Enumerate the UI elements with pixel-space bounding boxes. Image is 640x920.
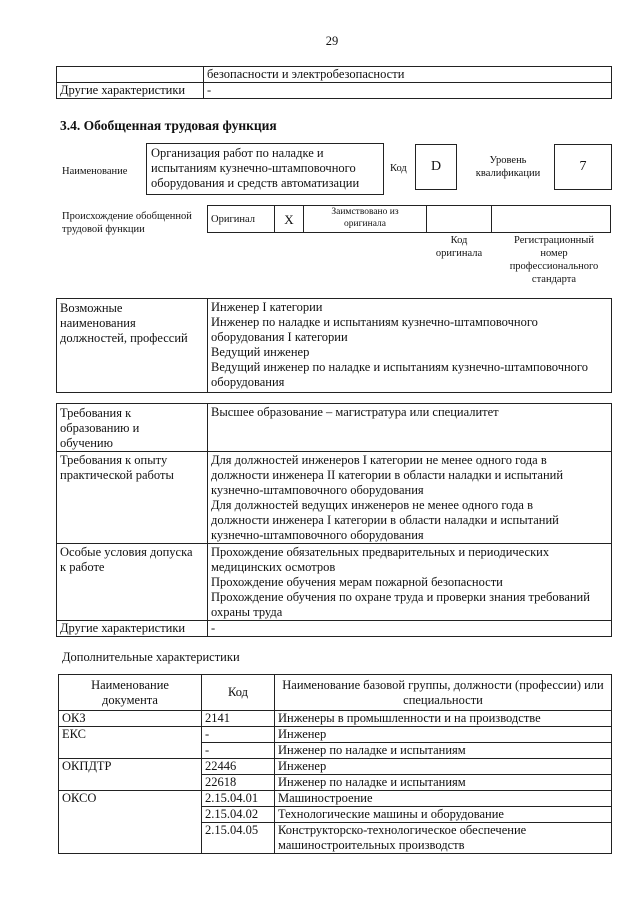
- original-label: Оригинал: [208, 206, 275, 233]
- table-row: [59, 743, 612, 759]
- experience-line: должности инженера II категории в области наладки и испытаний: [211, 468, 564, 482]
- header-doc-line: Наименование: [91, 677, 169, 692]
- row-code: 2.15.04.02: [202, 807, 275, 823]
- level-box: 7: [554, 144, 612, 190]
- education-label: [57, 404, 208, 452]
- borrowed-label: [304, 206, 427, 233]
- experience-line: должности инженера I категории в области наладки и испытаний: [211, 513, 559, 527]
- experience-value: [208, 452, 612, 544]
- special-label-line: к работе: [60, 560, 105, 574]
- top-table: [56, 66, 612, 99]
- table-row: [59, 711, 612, 727]
- caption-line: стандарта: [531, 274, 577, 285]
- additional-title: Дополнительные характеристики: [62, 650, 240, 664]
- function-name-line: оборудования и средств автоматизации: [151, 176, 360, 190]
- position-line: оборудования I категории: [211, 330, 348, 344]
- level-label-line: квалификации: [475, 168, 541, 179]
- header-code: Код: [202, 675, 275, 711]
- table-row: [59, 838, 612, 854]
- positions-label-line: Возможные: [60, 301, 123, 315]
- row-name: машиностроительных производств: [275, 838, 612, 854]
- caption-line: профессионального: [509, 261, 599, 272]
- origin-label: [62, 210, 192, 236]
- origin-table: [207, 205, 611, 233]
- function-code-label: Код: [390, 163, 407, 174]
- function-name-line: испытаниям кузнечно-штамповочного: [151, 161, 356, 175]
- position-line: Ведущий инженер: [211, 345, 310, 359]
- row-name: Машиностроение: [275, 791, 612, 807]
- top-row2-label: Другие характеристики: [57, 83, 204, 99]
- row-name: Конструкторско-технологическое обеспечение: [275, 823, 612, 839]
- row-doc: [59, 823, 202, 839]
- header-name: [275, 675, 612, 711]
- header-doc-line: документа: [102, 692, 158, 707]
- row-code: 22446: [202, 759, 275, 775]
- special-value: [208, 544, 612, 621]
- row-code: -: [202, 727, 275, 743]
- positions-label: [57, 299, 208, 393]
- education-label-line: образованию и: [60, 421, 140, 435]
- top-row1-value: безопасности и электробезопасности: [204, 67, 612, 83]
- header-doc: [59, 675, 202, 711]
- additional-table: [58, 674, 612, 854]
- special-line: Прохождение обучения по охране труда и проверки знания требований: [211, 590, 590, 604]
- row-code: 2141: [202, 711, 275, 727]
- requirements-table: [56, 403, 612, 637]
- row-code: [202, 838, 275, 854]
- special-line: медицинских осмотров: [211, 560, 336, 574]
- section-title: 3.4. Обобщенная трудовая функция: [60, 118, 277, 133]
- reg-number-cell: [492, 206, 611, 233]
- special-line: Прохождение обучения мерам пожарной безопасности: [211, 575, 503, 589]
- code-original-caption: [424, 234, 494, 260]
- table-row: [59, 807, 612, 823]
- header-name-line: Наименование базовой группы, должности (профессии) или: [282, 677, 604, 692]
- position-line: оборудования: [211, 375, 285, 389]
- other-value: -: [208, 621, 612, 637]
- function-name-line: Организация работ по наладке и: [151, 146, 324, 160]
- row-doc: [59, 775, 202, 791]
- experience-label-line: практической работы: [60, 468, 174, 482]
- borrowed-label-line: Заимствовано из: [331, 207, 399, 217]
- experience-label: [57, 452, 208, 544]
- education-label-line: обучению: [60, 436, 113, 450]
- origin-label-line: Происхождение обобщенной: [62, 211, 192, 222]
- function-name-label: Наименование: [62, 166, 128, 177]
- position-line: Инженер по наладке и испытаниям кузнечно-штамповочного: [211, 315, 538, 329]
- experience-line: кузнечно-штамповочного оборудования: [211, 483, 424, 497]
- level-label-line: Уровень: [489, 155, 527, 166]
- row-doc: [59, 838, 202, 854]
- table-row: [59, 775, 612, 791]
- experience-line: кузнечно-штамповочного оборудования: [211, 528, 424, 542]
- education-value: Высшее образование – магистратура или специалитет: [208, 404, 612, 452]
- special-line: Прохождение обязательных предварительных и периодических: [211, 545, 550, 559]
- code-original-cell: [427, 206, 492, 233]
- experience-label-line: Требования к опыту: [60, 453, 168, 467]
- experience-line: Для должностей ведущих инженеров не менее одного года в: [211, 498, 534, 512]
- row-code: 2.15.04.01: [202, 791, 275, 807]
- caption-line: Код: [450, 235, 468, 246]
- experience-line: Для должностей инженеров I категории не менее одного года в: [211, 453, 547, 467]
- other-label: Другие характеристики: [57, 621, 208, 637]
- row-doc: ОКЗ: [59, 711, 202, 727]
- function-code-box: D: [415, 144, 457, 190]
- row-code: 2.15.04.05: [202, 823, 275, 839]
- row-name: Инженер: [275, 759, 612, 775]
- row-name: Технологические машины и оборудование: [275, 807, 612, 823]
- row-doc: [59, 743, 202, 759]
- row-doc: ОКСО: [59, 791, 202, 807]
- caption-line: оригинала: [435, 248, 483, 259]
- row-code: 22618: [202, 775, 275, 791]
- header-name-line: специальности: [403, 692, 483, 707]
- table-row: [59, 727, 612, 743]
- top-row1-label: [57, 67, 204, 83]
- row-doc: [59, 807, 202, 823]
- special-line: охраны труда: [211, 605, 283, 619]
- row-code: -: [202, 743, 275, 759]
- positions-label-line: должностей, профессий: [60, 331, 188, 345]
- special-label-line: Особые условия допуска: [60, 545, 193, 559]
- caption-line: номер: [540, 248, 568, 259]
- special-label: [57, 544, 208, 621]
- row-name: Инженер по наладке и испытаниям: [275, 743, 612, 759]
- borrowed-label-line: оригинала: [344, 219, 386, 229]
- original-mark: X: [275, 206, 304, 233]
- positions-label-line: наименования: [60, 316, 136, 330]
- positions-table: [56, 298, 612, 393]
- top-row2-value: -: [204, 83, 612, 99]
- level-label: [462, 154, 554, 180]
- row-name: Инженеры в промышленности и на производстве: [275, 711, 612, 727]
- table-row: [59, 791, 612, 807]
- row-doc: ЕКС: [59, 727, 202, 743]
- row-name: Инженер: [275, 727, 612, 743]
- position-line: Инженер I категории: [211, 300, 323, 314]
- origin-label-line: трудовой функции: [62, 224, 145, 235]
- reg-number-caption: [496, 234, 612, 286]
- caption-line: Регистрационный: [514, 235, 594, 246]
- education-label-line: Требования к: [60, 406, 132, 420]
- row-doc: ОКПДТР: [59, 759, 202, 775]
- table-row: [59, 759, 612, 775]
- row-name: Инженер по наладке и испытаниям: [275, 775, 612, 791]
- positions-value: [208, 299, 612, 393]
- page-number: 29: [325, 34, 339, 48]
- table-row: [59, 823, 612, 839]
- function-name-box: [146, 143, 384, 195]
- position-line: Ведущий инженер по наладке и испытаниям кузнечно-штамповочного: [211, 360, 589, 374]
